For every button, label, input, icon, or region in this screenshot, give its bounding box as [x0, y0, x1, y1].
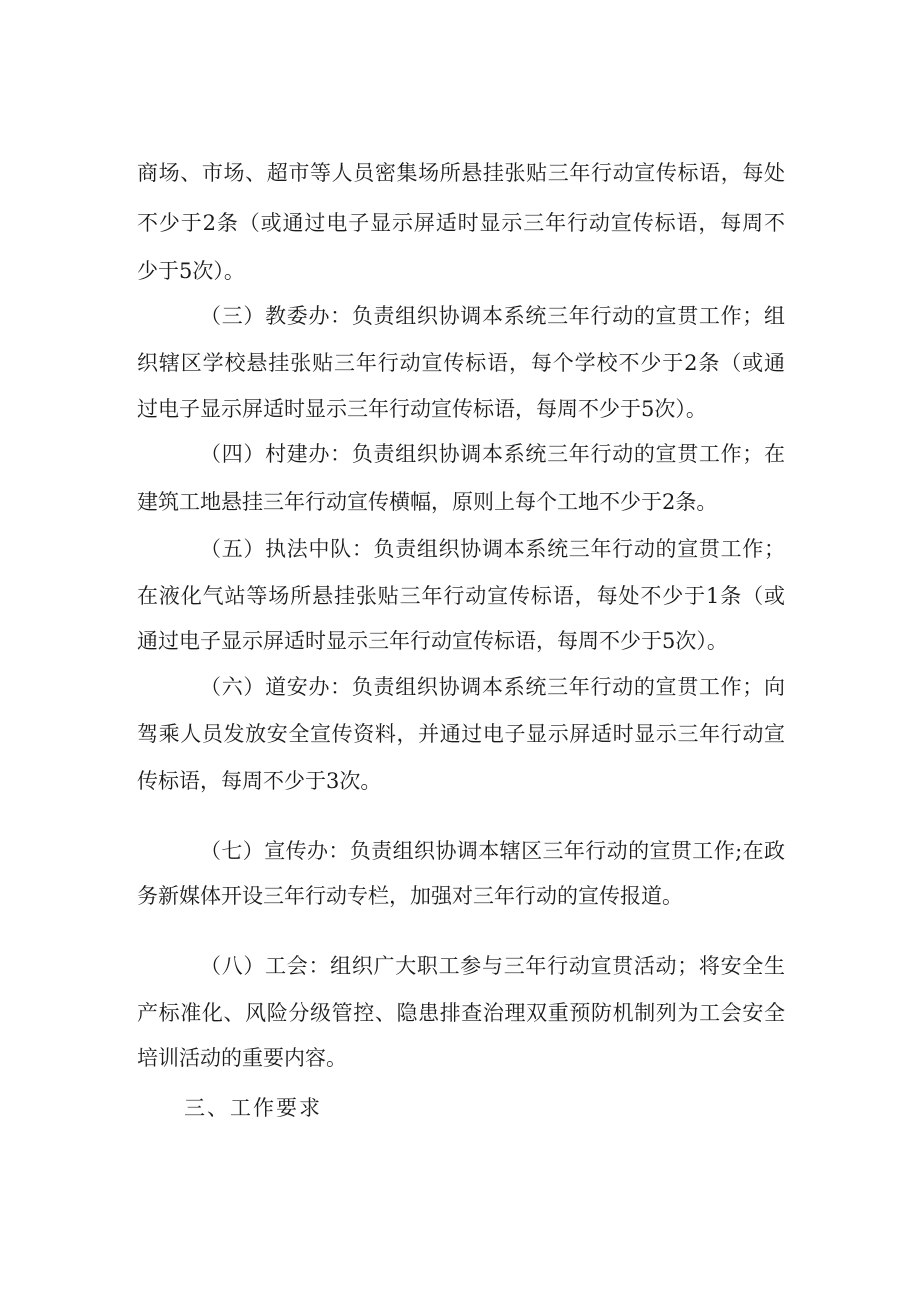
paragraph-text: 建筑工地悬挂三年行动宣传横幅，原则上每个工地不少于2条。	[137, 490, 718, 514]
paragraph-line	[0, 946, 920, 986]
paragraph-line	[0, 831, 920, 871]
paragraph-line	[0, 667, 920, 707]
paragraph-text: 产标准化、风险分级管控、隐患排查治理双重预防机制列为工会安全	[137, 1001, 785, 1025]
paragraph-text: 培训活动的重要内容。	[137, 1046, 347, 1070]
paragraph-line	[0, 714, 920, 754]
paragraph-text: 织辖区学校悬挂张贴三年行动宣传标语，每个学校不少于2条（或通	[137, 351, 785, 375]
paragraph-line	[0, 1038, 920, 1078]
paragraph-line	[0, 434, 920, 474]
paragraph-text: 少于5次）。	[137, 259, 245, 283]
paragraph-text: （七）宣传办：负责组织协调本辖区三年行动的宣贯工作;在政	[200, 839, 785, 863]
paragraph-text: 商场、市场、超市等人员密集场所悬挂张贴三年行动宣传标语，每处	[137, 161, 785, 185]
section-heading-text: 三、工作要求	[184, 1096, 322, 1120]
paragraph-text: （八）工会：组织广大职工参与三年行动宣贯活动；将安全生	[200, 954, 785, 978]
paragraph-text: 在液化气站等场所悬挂张贴三年行动宣传标语，每处不少于1条（或	[137, 584, 785, 608]
paragraph-line	[0, 529, 920, 569]
paragraph-text: （三）教委办：负责组织协调本系统三年行动的宣贯工作；组	[200, 304, 785, 328]
paragraph-line	[0, 876, 920, 916]
paragraph-line	[0, 482, 920, 522]
paragraph-text: （五）执法中队：负责组织协调本系统三年行动的宣贯工作；	[200, 537, 785, 561]
paragraph-text: 不少于2条（或通过电子显示屏适时显示三年行动宣传标语，每周不	[137, 211, 785, 235]
paragraph-line	[0, 296, 920, 336]
paragraph-line	[0, 576, 920, 616]
paragraph-line	[0, 389, 920, 429]
paragraph-line	[0, 251, 920, 291]
paragraph-text: 过电子显示屏适时显示三年行动宣传标语，每周不少于5次）。	[137, 397, 707, 421]
paragraph-text: 通过电子显示屏适时显示三年行动宣传标语，每周不少于5次）。	[137, 629, 728, 653]
paragraph-line	[0, 621, 920, 661]
paragraph-line	[0, 993, 920, 1033]
paragraph-line	[0, 343, 920, 383]
paragraph-line	[0, 203, 920, 243]
paragraph-text: 驾乘人员发放安全宣传资料，并通过电子显示屏适时显示三年行动宣	[137, 722, 785, 746]
paragraph-text: （六）道安办：负责组织协调本系统三年行动的宣贯工作；向	[200, 675, 785, 699]
section-heading	[0, 1088, 920, 1128]
paragraph-line	[0, 761, 920, 801]
paragraph-text: 传标语，每周不少于3次。	[137, 769, 382, 793]
paragraph-text: （四）村建办：负责组织协调本系统三年行动的宣贯工作；在	[200, 442, 785, 466]
paragraph-line	[0, 153, 920, 193]
paragraph-text: 务新媒体开设三年行动专栏，加强对三年行动的宣传报道。	[137, 884, 683, 908]
